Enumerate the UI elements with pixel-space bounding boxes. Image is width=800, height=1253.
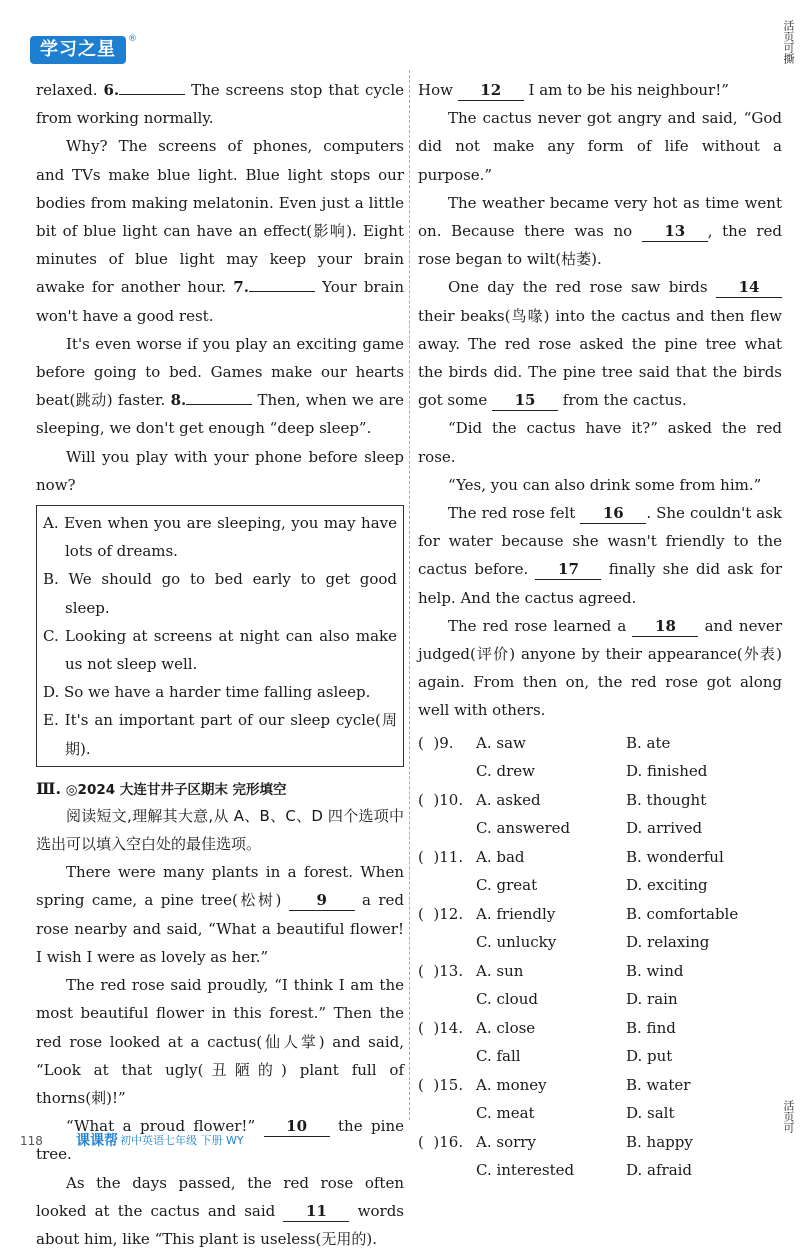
answer-blank-9[interactable]: 9 [289, 890, 355, 911]
choice-a[interactable]: A. saw [476, 733, 526, 752]
choice-a[interactable]: A. money [476, 1075, 547, 1094]
choice-a[interactable]: A. bad [476, 847, 525, 866]
answer-blank-17[interactable]: 17 [535, 559, 601, 580]
footer-book-title: 初中英语七年级 下册 WY [120, 1134, 244, 1147]
paragraph: The cactus never got angry and said, “God did not make any form of life without a purpose.” [418, 109, 782, 184]
paragraph: Why? The screens of phones, computers and TVs make blue light. Blue light stops our bodies from making melatonin. Even just a little bit of blue light can have an effect(影响). Eight minutes of blue light may keep your brain awake for another hour. 7. Your brain won't have a good rest. [36, 137, 404, 325]
choice-d[interactable]: D. salt [626, 1104, 675, 1123]
option-e: E. It's an important part of our sleep cycle(周期). [43, 711, 397, 758]
paragraph: “What a proud flower!” 10 the pine tree. [36, 1117, 404, 1164]
question-number[interactable]: ( )16. [418, 1132, 464, 1151]
question-14 [418, 1014, 782, 1071]
choice-d[interactable]: D. finished [626, 762, 708, 781]
choice-a[interactable]: A. close [476, 1018, 536, 1037]
question-12 [418, 900, 782, 957]
choice-b[interactable]: B. comfortable [626, 904, 739, 923]
left-column [36, 76, 404, 1253]
question-number[interactable]: ( )9. [418, 733, 454, 752]
option-a: A. Even when you are sleeping, you may have lots of dreams. [43, 514, 397, 561]
option-c: C. Looking at screens at night can also make us not sleep well. [43, 626, 397, 674]
registered-mark: ® [128, 34, 137, 44]
choice-b[interactable]: B. thought [626, 790, 707, 809]
choice-d[interactable]: D. put [626, 1047, 673, 1066]
question-13 [418, 957, 782, 1014]
question-15 [418, 1071, 782, 1128]
side-tab-top: 活页可撕 [782, 20, 795, 64]
choice-d[interactable]: D. arrived [626, 819, 703, 838]
paragraph: The red rose felt 16 . She couldn't ask for water because she wasn't friendly to the cactus before. 17 finally she did ask for help. And the cactus agreed. [418, 504, 782, 607]
choice-b[interactable]: B. happy [626, 1132, 693, 1151]
paragraph: The red rose learned a 18 and never judged(评价) anyone by their appearance(外表) again. From then on, the red rose got along well with others. [418, 616, 782, 720]
choice-b[interactable]: B. wonderful [626, 847, 724, 866]
answer-blank-6[interactable] [119, 94, 185, 95]
options-box [36, 505, 404, 767]
option-d: D. So we have a harder time falling asleep. [43, 683, 371, 702]
choice-a[interactable]: A. friendly [476, 904, 556, 923]
question-10 [418, 786, 782, 843]
choice-d[interactable]: D. relaxing [626, 933, 710, 952]
choice-d[interactable]: D. afraid [626, 1161, 693, 1180]
column-divider [409, 70, 410, 1120]
question-number[interactable]: ( )15. [418, 1075, 464, 1094]
publisher-logo: 学习之星 [30, 36, 126, 64]
choice-c[interactable]: C. unlucky [476, 933, 557, 952]
question-number[interactable]: ( )14. [418, 1018, 464, 1037]
choice-c[interactable]: C. cloud [476, 990, 538, 1009]
paragraph: “Did the cactus have it?” asked the red rose. [418, 419, 782, 466]
answer-blank-11[interactable]: 11 [283, 1201, 349, 1222]
paragraph: “Yes, you can also drink some from him.” [448, 475, 762, 494]
paragraph: The weather became very hot as time went on. Because there was no 13 , the red rose began to wilt(枯萎). [418, 193, 782, 269]
answer-blank-13[interactable]: 13 [642, 221, 708, 242]
option-b: B. We should go to bed early to get good sleep. [43, 570, 397, 617]
choice-b[interactable]: B. wind [626, 961, 684, 980]
choice-a[interactable]: A. sun [476, 961, 524, 980]
choice-c[interactable]: C. meat [476, 1104, 535, 1123]
paragraph: One day the red rose saw birds 14 their beaks(鸟喙) into the cactus and then flew away. The red rose asked the pine tree what the birds did. The pine tree said that the birds got some 15 from the cactus. [418, 278, 782, 410]
answer-blank-14[interactable]: 14 [716, 277, 782, 298]
instructions: 阅读短文,理解其大意,从 A、B、C、D 四个选项中选出可以填入空白处的最佳选项。 [36, 806, 404, 854]
question-number[interactable]: ( )10. [418, 790, 464, 809]
paragraph: There were many plants in a forest. When spring came, a pine tree(松树) 9 a red rose nearby and said, “What a beautiful flower! I wish I were as lovely as her.” [36, 863, 404, 966]
section-heading: Ⅲ. ◎2024 大连甘井子区期末 完形填空 [36, 778, 287, 798]
choice-b[interactable]: B. find [626, 1018, 676, 1037]
question-9 [418, 729, 782, 786]
page-footer [0, 1124, 800, 1150]
question-number[interactable]: ( )13. [418, 961, 464, 980]
choice-a[interactable]: A. sorry [476, 1132, 536, 1151]
choice-b[interactable]: B. water [626, 1075, 691, 1094]
choice-c[interactable]: C. great [476, 876, 538, 895]
right-column [418, 76, 782, 1185]
question-11 [418, 843, 782, 900]
choice-c[interactable]: C. fall [476, 1047, 521, 1066]
paragraph: It's even worse if you play an exciting game before going to bed. Games make our hearts beat(跳动) faster. 8. Then, when we are sleeping, we don't get enough “deep sleep”. [36, 334, 405, 438]
answer-blank-12[interactable]: 12 [458, 80, 524, 101]
answer-blank-7[interactable] [249, 291, 315, 292]
paragraph: How 12 I am to be his neighbour!” [418, 81, 729, 99]
paragraph: The red rose said proudly, “I think I am the most beautiful flower in this forest.” Then the red rose looked at a cactus(仙人掌) and said, “Look at that ugly(丑陋的) plant full of thorns(刺)!” [36, 976, 404, 1107]
answer-blank-10[interactable]: 10 [264, 1116, 330, 1137]
paragraph: Will you play with your phone before sleep now? [36, 447, 404, 494]
footer-brand: 课课帮 [76, 1133, 118, 1149]
choice-b[interactable]: B. ate [626, 733, 671, 752]
paragraph: As the days passed, the red rose often looked at the cactus and said 11 words about him, like “This plant is useless(无用的). [36, 1173, 404, 1248]
answer-blank-18[interactable]: 18 [632, 616, 698, 637]
choice-d[interactable]: D. rain [626, 990, 678, 1009]
question-number[interactable]: ( )12. [418, 904, 464, 923]
answer-blank-15[interactable]: 15 [492, 390, 558, 411]
answer-blank-16[interactable]: 16 [580, 503, 646, 524]
choice-a[interactable]: A. asked [476, 790, 541, 809]
answer-blank-8[interactable] [186, 404, 252, 405]
choice-c[interactable]: C. interested [476, 1161, 575, 1180]
choice-d[interactable]: D. exciting [626, 876, 708, 895]
choice-c[interactable]: C. answered [476, 819, 571, 838]
choice-c[interactable]: C. drew [476, 762, 535, 781]
page-number: 118 [20, 1134, 43, 1148]
paragraph: relaxed. 6. The screens stop that cycle from working normally. [36, 81, 404, 128]
question-number[interactable]: ( )11. [418, 847, 464, 866]
side-tab-bottom: 活页可 [782, 1100, 795, 1133]
question-list [418, 729, 782, 1185]
